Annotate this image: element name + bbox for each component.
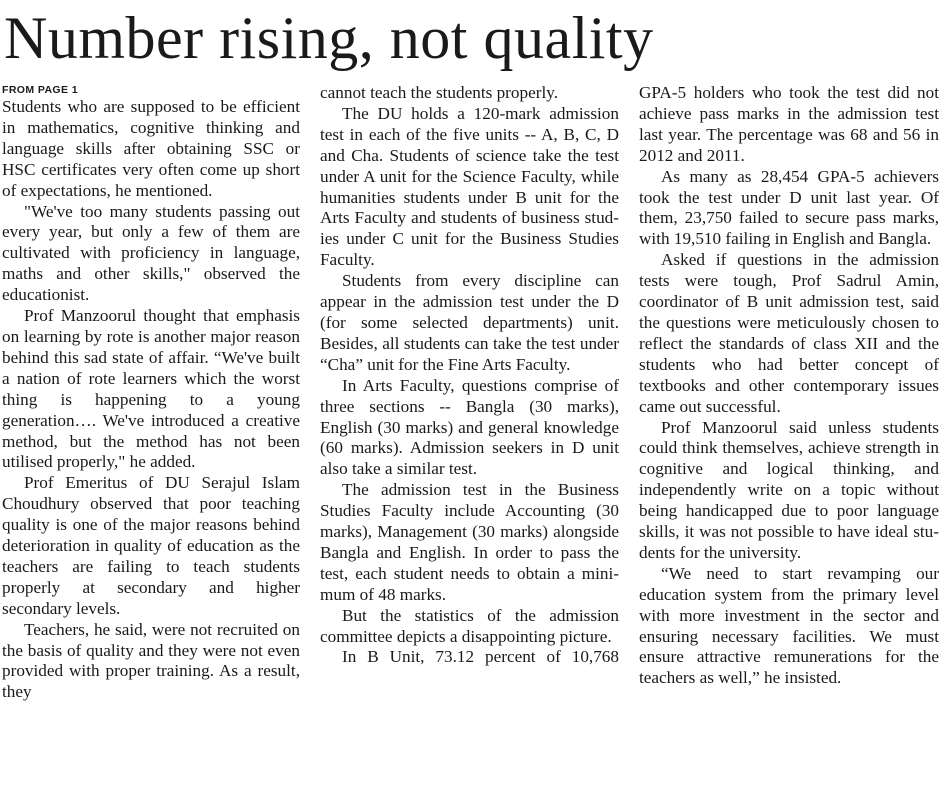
paragraph: GPA-5 holders who took the test did not achieve pass marks in the admission test last year. The percentage was 68 and 56 in 2012 and 2011. bbox=[639, 83, 939, 165]
paragraph: "We've too many students passing out every year, but only a few of them are cultivated with proficiency in language, maths and other skills," observed the educationist. bbox=[2, 201, 300, 305]
paragraph: Teachers, he said, were not recruited on the basis of quality and they were not even provided with proper training. As a result, they bbox=[2, 619, 300, 702]
paragraph: In Arts Faculty, questions comprise of three sections -- Bangla (30 marks), English (30 marks) and general knowledge (60 marks). Admission seekers in D unit also take a similar test. bbox=[320, 375, 619, 479]
article-column-3 bbox=[639, 83, 939, 783]
paragraph: The DU holds a 120-mark admission test in each of the five units -- A, B, C, D and Cha. Students of science take the test under A unit for the Science Faculty, while humanities students under B unit for the Arts Faculty and students of business studies under C unit for the Business Studies Faculty. bbox=[320, 103, 619, 270]
article-column-1 bbox=[2, 84, 300, 784]
headline: Number rising, not quality bbox=[4, 5, 654, 71]
paragraph: cannot teach the students properly. bbox=[320, 83, 558, 102]
paragraph: The admission test in the Business Studies Faculty include Accounting (30 marks), Management (30 marks) alongside Bangla and English. In order to pass the test, each student needs to obtain a minimum of 48 marks. bbox=[320, 480, 619, 604]
paragraph: Asked if questions in the admission tests were tough, Prof Sadrul Amin, coordinator of B unit admission test, said the questions were meticulously chosen to reflect the standards of class XII and the students who had better concept of textbooks and other contemporary issues came out successful. bbox=[639, 250, 939, 416]
paragraph: “We need to start revamping our education system from the primary level with more investment in the sector and ensuring necessary facilities. We must ensure attractive remunerations for the teachers as well,” he insisted. bbox=[639, 563, 939, 688]
paragraph: Prof Manzoorul thought that emphasis on learning by rote is another major reason behind this sad state of affair. “We've built a nation of rote learners which the worst thing is happening to a young generation…. We've introduced a creative method, but the method has not been utilised properly," he added. bbox=[2, 306, 300, 472]
paragraph: In B Unit, 73.12 percent of 10,768 bbox=[342, 647, 619, 667]
paragraph: Prof Emeritus of DU Serajul Islam Choudhury observed that poor teaching quality is one of the major reasons behind deterioration in quality of education as the teachers are failing to teach students properly at secondary and higher secondary levels. bbox=[2, 473, 300, 618]
paragraph: But the statistics of the admission committee depicts a disappointing picture. bbox=[320, 605, 619, 646]
paragraph: Students from every discipline can appear in the admission test under the D (for some selected departments) unit. Besides, all students can take the test under “Cha” unit for the Fine Arts Faculty. bbox=[320, 271, 619, 374]
continued-from-label: FROM PAGE 1 bbox=[2, 84, 78, 96]
paragraph: Prof Manzoorul said unless students could think themselves, achieve strength in cognitive and logical thinking, and independently write on a topic without being handicapped due to poor language skills, it was not possible to have ideal students for the university. bbox=[639, 417, 939, 562]
paragraph: Students who are supposed to be efficient in mathematics, cognitive thinking and language skills after obtaining SSC or HSC certificates very often come up short of expectations, he mentioned. bbox=[2, 97, 300, 200]
paragraph: As many as 28,454 GPA-5 achievers took the test under D unit last year. Of them, 23,750 failed to secure pass marks, with 19,510 failing in English and Bangla. bbox=[639, 166, 939, 249]
article-column-2 bbox=[320, 83, 619, 783]
